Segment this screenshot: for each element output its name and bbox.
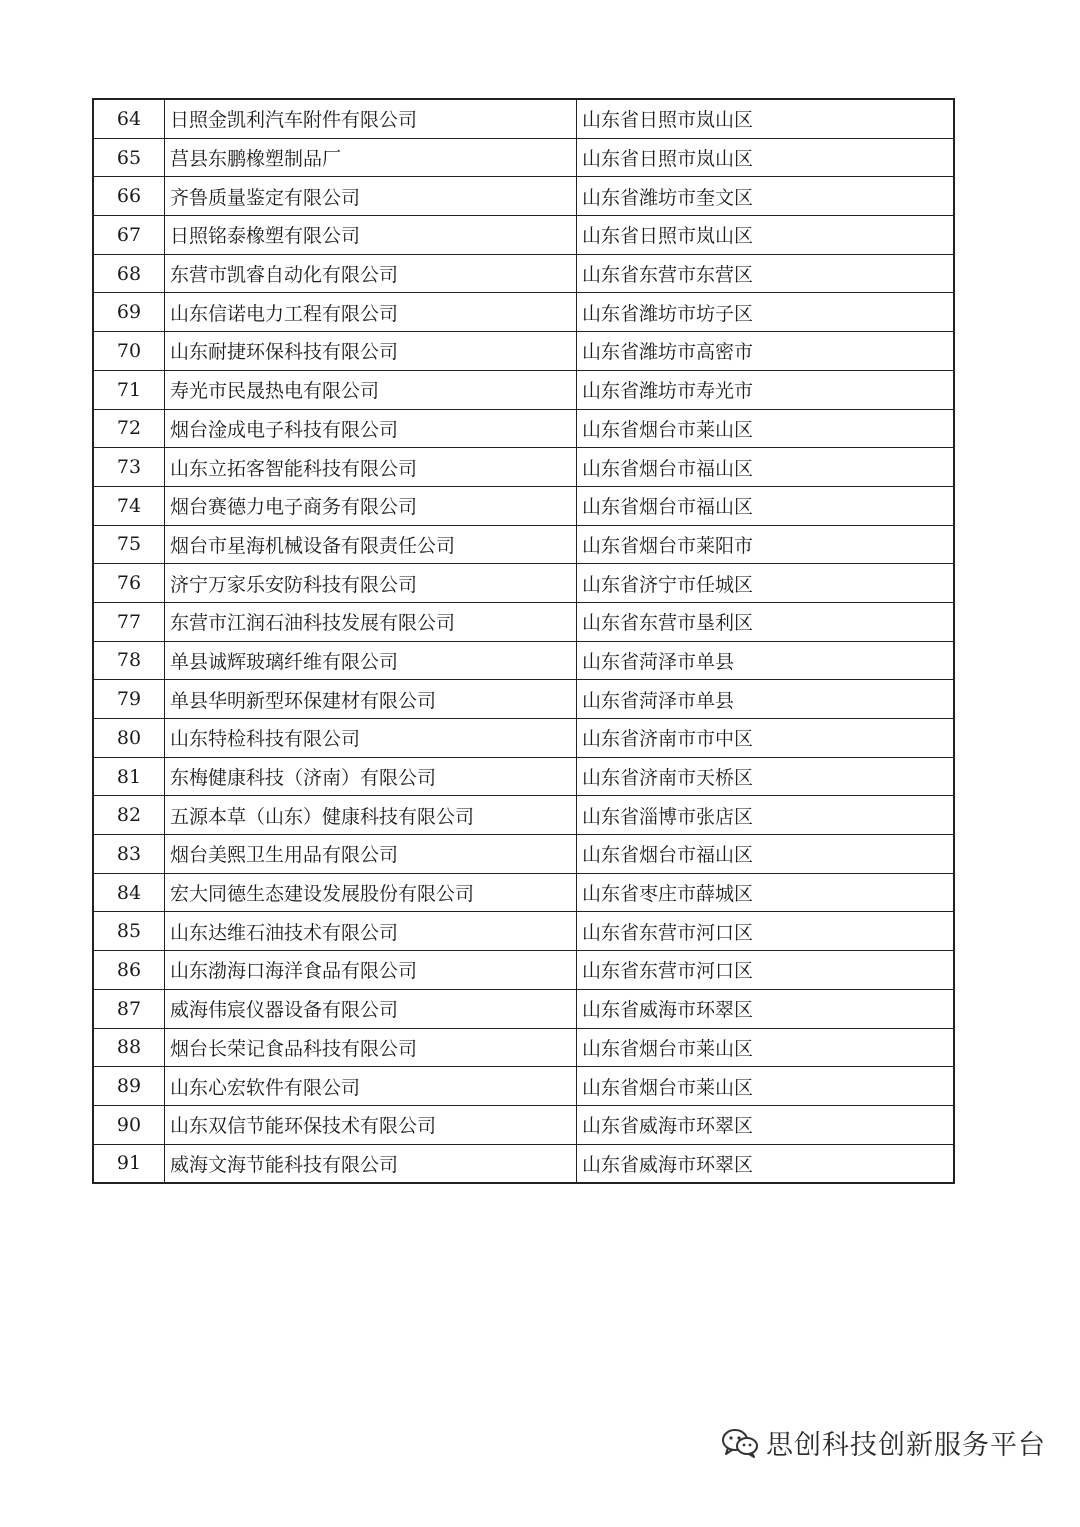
table-row <box>93 602 954 641</box>
table-row <box>93 1067 954 1106</box>
company-name: 山东心宏软件有限公司 <box>165 1067 577 1106</box>
company-address: 山东省威海市环翠区 <box>577 1105 955 1144</box>
company-address: 山东省济南市市中区 <box>577 719 955 758</box>
row-number: 80 <box>93 719 165 758</box>
row-number: 72 <box>93 409 165 448</box>
row-number: 88 <box>93 1028 165 1067</box>
company-address: 山东省东营市河口区 <box>577 951 955 990</box>
table-row <box>93 873 954 912</box>
table-row <box>93 989 954 1028</box>
company-name: 烟台长荣记食品科技有限公司 <box>165 1028 577 1067</box>
company-name: 单县华明新型环保建材有限公司 <box>165 680 577 719</box>
table-body <box>93 99 954 1183</box>
company-address: 山东省威海市环翠区 <box>577 989 955 1028</box>
row-number: 77 <box>93 602 165 641</box>
company-name: 威海伟宸仪器设备有限公司 <box>165 989 577 1028</box>
company-list-table <box>92 98 955 1184</box>
company-name: 山东立拓客智能科技有限公司 <box>165 448 577 487</box>
row-number: 83 <box>93 835 165 874</box>
wechat-icon <box>720 1427 760 1459</box>
company-name: 烟台赛德力电子商务有限公司 <box>165 486 577 525</box>
row-number: 66 <box>93 177 165 216</box>
table-row <box>93 951 954 990</box>
row-number: 76 <box>93 564 165 603</box>
watermark-text: 思创科技创新服务平台 <box>766 1430 1046 1461</box>
table-row <box>93 216 954 255</box>
row-number: 73 <box>93 448 165 487</box>
company-name: 烟台市星海机械设备有限责任公司 <box>165 525 577 564</box>
table-row <box>93 719 954 758</box>
table-row <box>93 912 954 951</box>
table-row <box>93 835 954 874</box>
company-address: 山东省日照市岚山区 <box>577 138 955 177</box>
company-name: 宏大同德生态建设发展股份有限公司 <box>165 873 577 912</box>
company-address: 山东省烟台市莱山区 <box>577 1028 955 1067</box>
company-address: 山东省菏泽市单县 <box>577 641 955 680</box>
company-address: 山东省济南市天桥区 <box>577 757 955 796</box>
table-row <box>93 254 954 293</box>
row-number: 78 <box>93 641 165 680</box>
company-name: 东营市江润石油科技发展有限公司 <box>165 602 577 641</box>
company-address: 山东省烟台市莱山区 <box>577 1067 955 1106</box>
company-name: 东梅健康科技（济南）有限公司 <box>165 757 577 796</box>
company-name: 威海文海节能科技有限公司 <box>165 1144 577 1183</box>
table-row <box>93 409 954 448</box>
company-name: 济宁万家乐安防科技有限公司 <box>165 564 577 603</box>
company-name: 山东渤海口海洋食品有限公司 <box>165 951 577 990</box>
row-number: 69 <box>93 293 165 332</box>
row-number: 91 <box>93 1144 165 1183</box>
company-address: 山东省东营市河口区 <box>577 912 955 951</box>
table-row <box>93 370 954 409</box>
row-number: 85 <box>93 912 165 951</box>
company-address: 山东省日照市岚山区 <box>577 216 955 255</box>
row-number: 82 <box>93 796 165 835</box>
company-name: 烟台美熙卫生用品有限公司 <box>165 835 577 874</box>
table-row <box>93 1105 954 1144</box>
company-address: 山东省潍坊市高密市 <box>577 332 955 371</box>
row-number: 75 <box>93 525 165 564</box>
company-address: 山东省潍坊市奎文区 <box>577 177 955 216</box>
table-row <box>93 486 954 525</box>
company-name: 日照金凯利汽车附件有限公司 <box>165 99 577 138</box>
company-address: 山东省日照市岚山区 <box>577 99 955 138</box>
company-address: 山东省淄博市张店区 <box>577 796 955 835</box>
table-row <box>93 757 954 796</box>
company-name: 单县诚辉玻璃纤维有限公司 <box>165 641 577 680</box>
company-name: 齐鲁质量鉴定有限公司 <box>165 177 577 216</box>
company-name: 山东达维石油技术有限公司 <box>165 912 577 951</box>
company-address: 山东省枣庄市薛城区 <box>577 873 955 912</box>
table-row <box>93 138 954 177</box>
company-name: 寿光市民晟热电有限公司 <box>165 370 577 409</box>
row-number: 64 <box>93 99 165 138</box>
company-name: 烟台淦成电子科技有限公司 <box>165 409 577 448</box>
company-address: 山东省东营市东营区 <box>577 254 955 293</box>
row-number: 74 <box>93 486 165 525</box>
row-number: 84 <box>93 873 165 912</box>
table-row <box>93 1028 954 1067</box>
company-address: 山东省潍坊市寿光市 <box>577 370 955 409</box>
company-name: 山东特检科技有限公司 <box>165 719 577 758</box>
row-number: 86 <box>93 951 165 990</box>
company-address: 山东省烟台市莱阳市 <box>577 525 955 564</box>
table-row <box>93 332 954 371</box>
company-address: 山东省烟台市福山区 <box>577 835 955 874</box>
row-number: 68 <box>93 254 165 293</box>
table-row <box>93 564 954 603</box>
table-row <box>93 796 954 835</box>
company-address: 山东省烟台市莱山区 <box>577 409 955 448</box>
row-number: 87 <box>93 989 165 1028</box>
table-row <box>93 680 954 719</box>
row-number: 79 <box>93 680 165 719</box>
table-row <box>93 293 954 332</box>
row-number: 89 <box>93 1067 165 1106</box>
company-address: 山东省潍坊市坊子区 <box>577 293 955 332</box>
row-number: 65 <box>93 138 165 177</box>
table-row <box>93 641 954 680</box>
row-number: 90 <box>93 1105 165 1144</box>
row-number: 67 <box>93 216 165 255</box>
table-row <box>93 525 954 564</box>
company-name: 日照铭泰橡塑有限公司 <box>165 216 577 255</box>
company-name: 山东耐捷环保科技有限公司 <box>165 332 577 371</box>
company-address: 山东省济宁市任城区 <box>577 564 955 603</box>
row-number: 81 <box>93 757 165 796</box>
row-number: 71 <box>93 370 165 409</box>
company-address: 山东省烟台市福山区 <box>577 448 955 487</box>
company-name: 山东双信节能环保技术有限公司 <box>165 1105 577 1144</box>
company-name: 山东信诺电力工程有限公司 <box>165 293 577 332</box>
table-row <box>93 448 954 487</box>
company-address: 山东省烟台市福山区 <box>577 486 955 525</box>
table-row <box>93 177 954 216</box>
company-address: 山东省东营市垦利区 <box>577 602 955 641</box>
company-address: 山东省威海市环翠区 <box>577 1144 955 1183</box>
watermark <box>720 1423 1046 1462</box>
company-address: 山东省菏泽市单县 <box>577 680 955 719</box>
row-number: 70 <box>93 332 165 371</box>
company-name: 东营市凯睿自动化有限公司 <box>165 254 577 293</box>
table-row <box>93 1144 954 1183</box>
company-name: 莒县东鹏橡塑制品厂 <box>165 138 577 177</box>
table-row <box>93 99 954 138</box>
company-name: 五源本草（山东）健康科技有限公司 <box>165 796 577 835</box>
